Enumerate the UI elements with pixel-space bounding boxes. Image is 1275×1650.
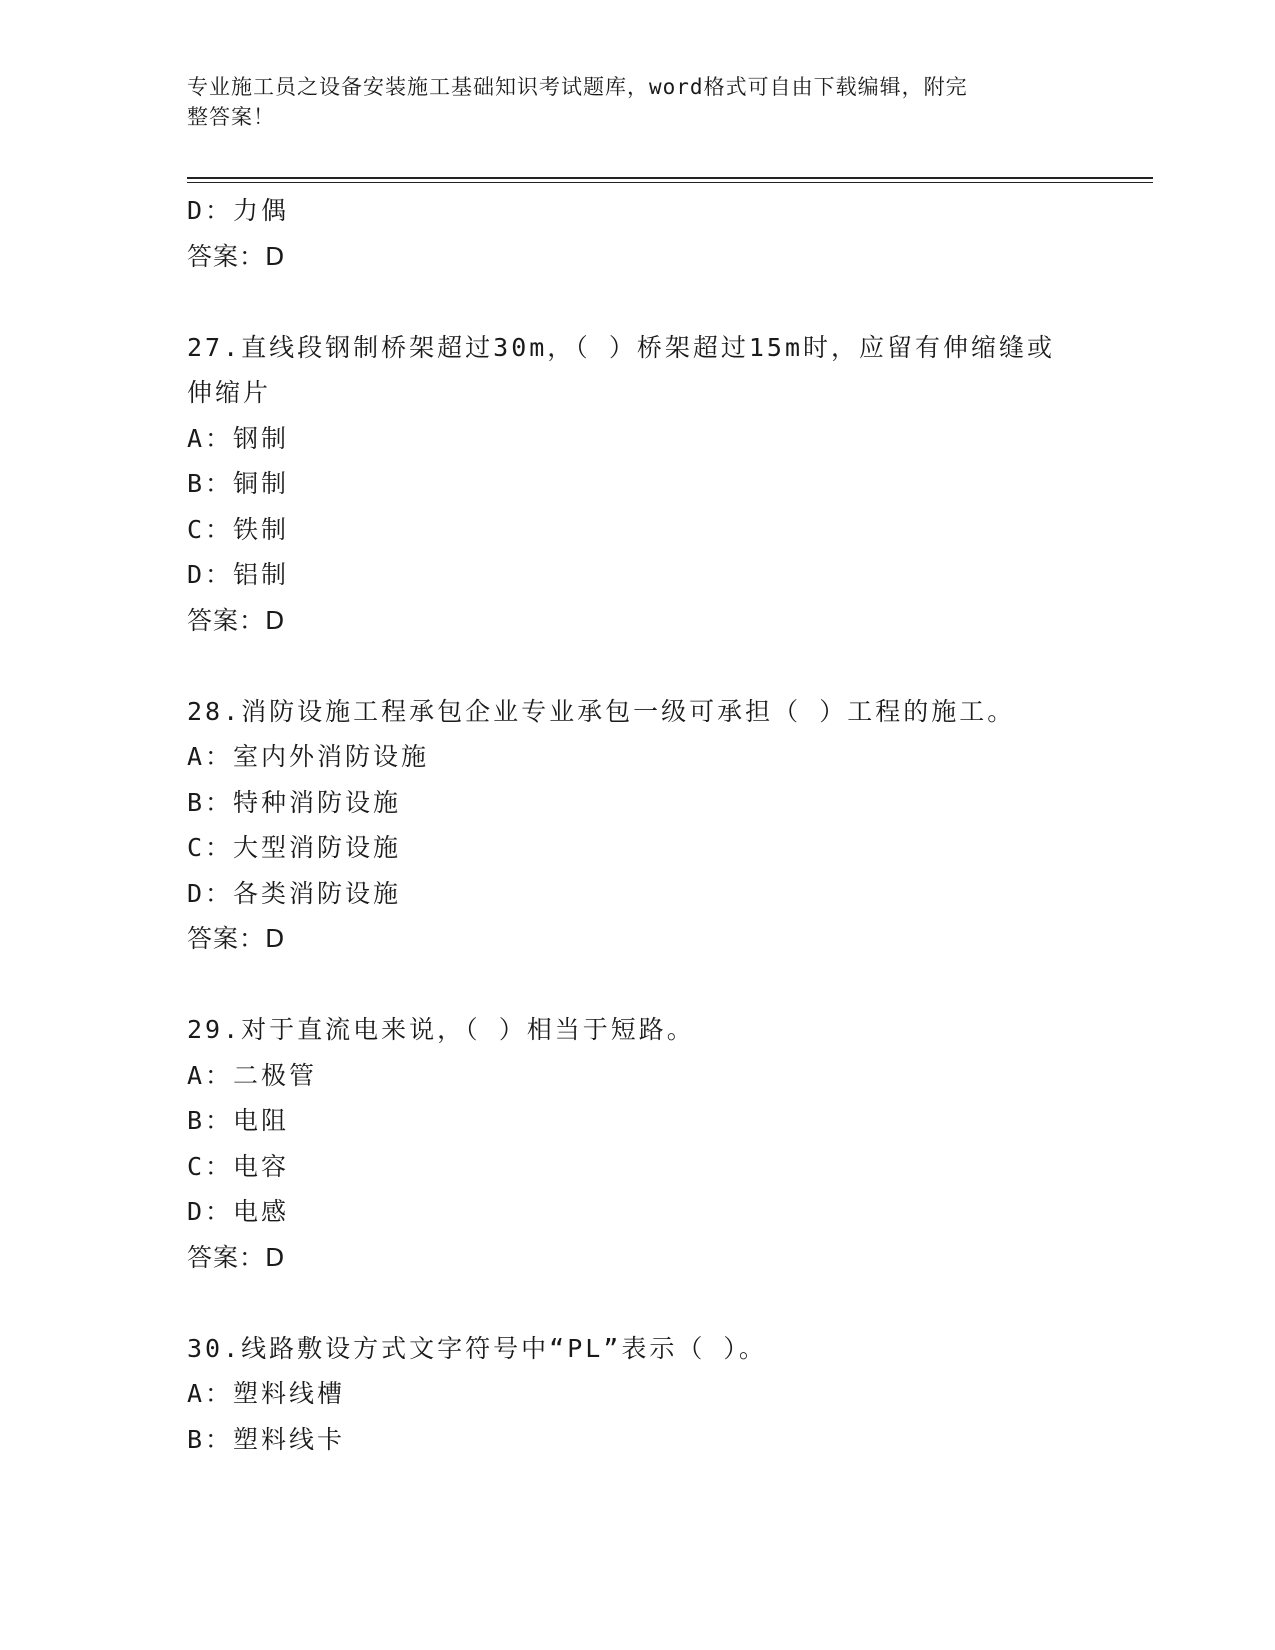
question-29 [187,1007,1087,1280]
header-line-2: 整答案！ [187,105,275,129]
option-d: D：电感 [187,1197,290,1226]
question-28 [187,689,1087,962]
header-line-1: 专业施工员之设备安装施工基础知识考试题库，word格式可自由下载编辑，附完 [187,75,968,99]
option-c: C：大型消防设施 [187,833,402,862]
option-d: D：力偶 [187,196,290,225]
document-body [187,188,1087,1462]
spacer [187,279,1087,325]
page-header [187,72,1067,132]
question-27 [187,325,1087,644]
question-text: 28.消防设施工程承包企业专业承包一级可承担（ ）工程的施工。 [187,696,1016,726]
option-b: B：塑料线卡 [187,1424,346,1454]
question-text: 30.线路敷设方式文字符号中“PL”表示（ ）。 [187,1333,767,1363]
option-c: C：电容 [187,1151,290,1181]
option-a: A：钢制 [187,423,290,453]
header-rule-thick [187,177,1153,179]
spacer [187,962,1087,1008]
option-c: C：铁制 [187,514,290,544]
spacer [187,643,1087,689]
option-a: A：二极管 [187,1060,318,1090]
question-text: 29.对于直流电来说，（ ）相当于短路。 [187,1015,695,1044]
answer: 答案：D [187,241,286,271]
question-text: 27.直线段钢制桥架超过30m，（ ）桥架超过15m时，应留有伸缩缝或 [187,332,1056,362]
answer: 答案：D [187,924,286,953]
answer: 答案：D [187,1242,286,1272]
question-30 [187,1326,1087,1463]
header-rule-thin [187,182,1153,183]
option-b: B：电阻 [187,1106,290,1135]
option-a: A：室内外消防设施 [187,742,430,771]
option-d: D：各类消防设施 [187,878,402,908]
option-d: D：铝制 [187,560,290,589]
option-b: B：特种消防设施 [187,787,402,817]
option-b: B：铜制 [187,469,290,498]
question-text-cont: 伸缩片 [187,378,272,407]
answer: 答案：D [187,605,286,635]
option-a: A：塑料线槽 [187,1379,346,1408]
spacer [187,1280,1087,1326]
